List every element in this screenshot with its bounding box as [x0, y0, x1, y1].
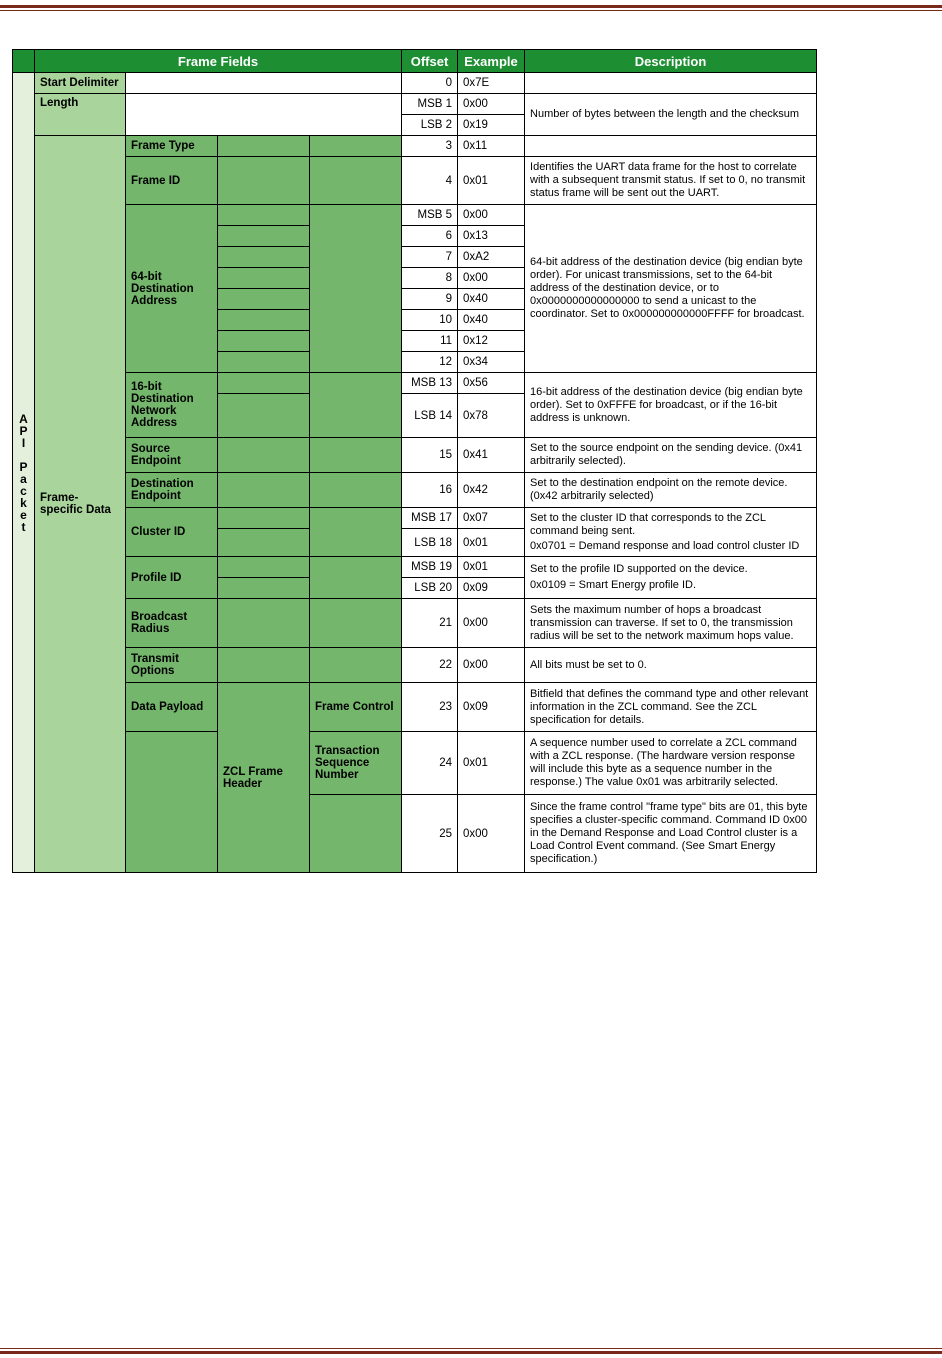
top-rule	[0, 5, 942, 8]
dest16-description: 16-bit address of the destination device (big endian byte order). Set to 0xFFFE for broadcast, or if the 16-bit address is unknown.	[525, 373, 817, 438]
transmit-options-example: 0x00	[458, 648, 525, 683]
frame-id-description: Identifies the UART data frame for the host to correlate with a subsequent transmit status. If set to 0, no transmit status frame will be sent out the UART.	[525, 157, 817, 205]
dest64-description: 64-bit address of the destination device (big endian byte order). For unicast transmissions, set to the 64-bit address of the destination device, or to 0x0000000000000000 to send a unicast to the coordinator. Set to 0x000000000000FFFF for broadcast.	[525, 205, 817, 373]
header-offset: Offset	[402, 50, 458, 73]
frame-control-label: Frame Control	[310, 683, 402, 732]
tsn-example: 0x01	[458, 732, 525, 795]
dest64-offset: MSB 5	[402, 205, 458, 226]
api-packet-side-label	[13, 73, 35, 873]
frame-control-offset: 23	[402, 683, 458, 732]
profile-id-label: Profile ID	[126, 557, 218, 599]
profile-id-offset-msb: MSB 19	[402, 557, 458, 578]
broadcast-radius-offset: 21	[402, 599, 458, 648]
dest16-example-lsb: 0x78	[458, 394, 525, 438]
cluster-id-offset-lsb: LSB 18	[402, 529, 458, 557]
command-id-example: 0x00	[458, 795, 525, 873]
dest64-label: 64-bit Destination Address	[126, 205, 218, 373]
cluster-id-description-2: 0x0701 = Demand response and load control cluster ID	[530, 539, 800, 552]
profile-id-description-1: Set to the profile ID supported on the device.	[530, 563, 748, 575]
header-description: Description	[525, 50, 817, 73]
header-corner	[13, 50, 35, 73]
source-endpoint-label: Source Endpoint	[126, 438, 218, 473]
dest64-offset: 12	[402, 352, 458, 373]
data-payload-label: Data Payload	[126, 683, 218, 732]
source-endpoint-offset: 15	[402, 438, 458, 473]
frame-id-example: 0x01	[458, 157, 525, 205]
profile-id-description-2: 0x0109 = Smart Energy profile ID.	[530, 579, 697, 591]
header-frame-fields: Frame Fields	[35, 50, 402, 73]
zcl-frame-header-label: ZCL Frame Header	[218, 683, 310, 873]
dest64-example: 0x40	[458, 310, 525, 331]
dest64-example: 0x34	[458, 352, 525, 373]
source-endpoint-description: Set to the source endpoint on the sending device. (0x41 arbitrarily selected).	[525, 438, 817, 473]
frame-control-example: 0x09	[458, 683, 525, 732]
frame-specific-data-label: Frame-specific Data	[35, 136, 126, 873]
dest64-example: 0x13	[458, 226, 525, 247]
cluster-id-description-1: Set to the cluster ID that corresponds to the ZCL command being sent.	[530, 511, 766, 537]
dest64-offset: 11	[402, 331, 458, 352]
command-id-description: Since the frame control "frame type" bits are 01, this byte specifies a cluster-specific command. Command ID 0x00 in the Demand Response and Load Control cluster is a Load Control Event command. (See Smart Energy specification.)	[525, 795, 817, 873]
length-label: Length	[35, 94, 126, 136]
dest64-example: 0x00	[458, 205, 525, 226]
length-description: Number of bytes between the length and the checksum	[525, 94, 817, 136]
start-delimiter-offset: 0	[402, 73, 458, 94]
source-endpoint-example: 0x41	[458, 438, 525, 473]
cluster-id-description	[525, 508, 817, 557]
profile-id-example-lsb: 0x09	[458, 578, 525, 599]
frame-id-offset: 4	[402, 157, 458, 205]
dest16-example-msb: 0x56	[458, 373, 525, 394]
header-example: Example	[458, 50, 525, 73]
cluster-id-example-msb: 0x07	[458, 508, 525, 529]
start-delimiter-example: 0x7E	[458, 73, 525, 94]
bottom-rule	[0, 1351, 942, 1354]
broadcast-radius-label: Broadcast Radius	[126, 599, 218, 648]
api-frame-table-wrap	[12, 49, 816, 873]
length-example-lsb: 0x19	[458, 115, 525, 136]
dest-endpoint-offset: 16	[402, 473, 458, 508]
dest16-offset-msb: MSB 13	[402, 373, 458, 394]
frame-control-description: Bitfield that defines the command type and other relevant information in the ZCL command. See the ZCL specification for details.	[525, 683, 817, 732]
transmit-options-label: Transmit Options	[126, 648, 218, 683]
dest64-example: 0x40	[458, 289, 525, 310]
dest-endpoint-description: Set to the destination endpoint on the remote device. (0x42 arbitrarily selected)	[525, 473, 817, 508]
dest-endpoint-label: Destination Endpoint	[126, 473, 218, 508]
cluster-id-example-lsb: 0x01	[458, 529, 525, 557]
start-delimiter-label: Start Delimiter	[35, 73, 126, 94]
dest64-offset: 6	[402, 226, 458, 247]
dest64-example: 0x00	[458, 268, 525, 289]
frame-id-label: Frame ID	[126, 157, 218, 205]
broadcast-radius-example: 0x00	[458, 599, 525, 648]
frame-type-example: 0x11	[458, 136, 525, 157]
dest16-offset-lsb: LSB 14	[402, 394, 458, 438]
frame-type-offset: 3	[402, 136, 458, 157]
transmit-options-description: All bits must be set to 0.	[525, 648, 817, 683]
api-packet-label: A P I P a c k e t	[19, 411, 28, 534]
profile-id-offset-lsb: LSB 20	[402, 578, 458, 599]
dest64-offset: 7	[402, 247, 458, 268]
profile-id-description	[525, 557, 817, 599]
length-example-msb: 0x00	[458, 94, 525, 115]
cluster-id-label: Cluster ID	[126, 508, 218, 557]
top-rule-thin	[0, 10, 942, 11]
profile-id-example-msb: 0x01	[458, 557, 525, 578]
cluster-id-offset-msb: MSB 17	[402, 508, 458, 529]
bottom-rule-thin	[0, 1348, 942, 1349]
dest64-offset: 10	[402, 310, 458, 331]
dest16-label: 16-bit Destination Network Address	[126, 373, 218, 438]
tsn-label: Transaction Sequence Number	[310, 732, 402, 795]
dest-endpoint-example: 0x42	[458, 473, 525, 508]
dest64-offset: 9	[402, 289, 458, 310]
dest64-offset: 8	[402, 268, 458, 289]
command-id-offset: 25	[402, 795, 458, 873]
length-offset-msb: MSB 1	[402, 94, 458, 115]
length-offset-lsb: LSB 2	[402, 115, 458, 136]
api-frame-table	[12, 49, 817, 873]
dest64-example: 0x12	[458, 331, 525, 352]
tsn-description: A sequence number used to correlate a ZCL command with a ZCL response. (The hardware version response will include this byte as a sequence number in the response.) The value 0x01 was arbitrarily selected.	[525, 732, 817, 795]
dest64-example: 0xA2	[458, 247, 525, 268]
broadcast-radius-description: Sets the maximum number of hops a broadcast transmission can traverse. If set to 0, the transmission radius will be set to the network maximum hops value.	[525, 599, 817, 648]
tsn-offset: 24	[402, 732, 458, 795]
frame-type-label: Frame Type	[126, 136, 218, 157]
transmit-options-offset: 22	[402, 648, 458, 683]
